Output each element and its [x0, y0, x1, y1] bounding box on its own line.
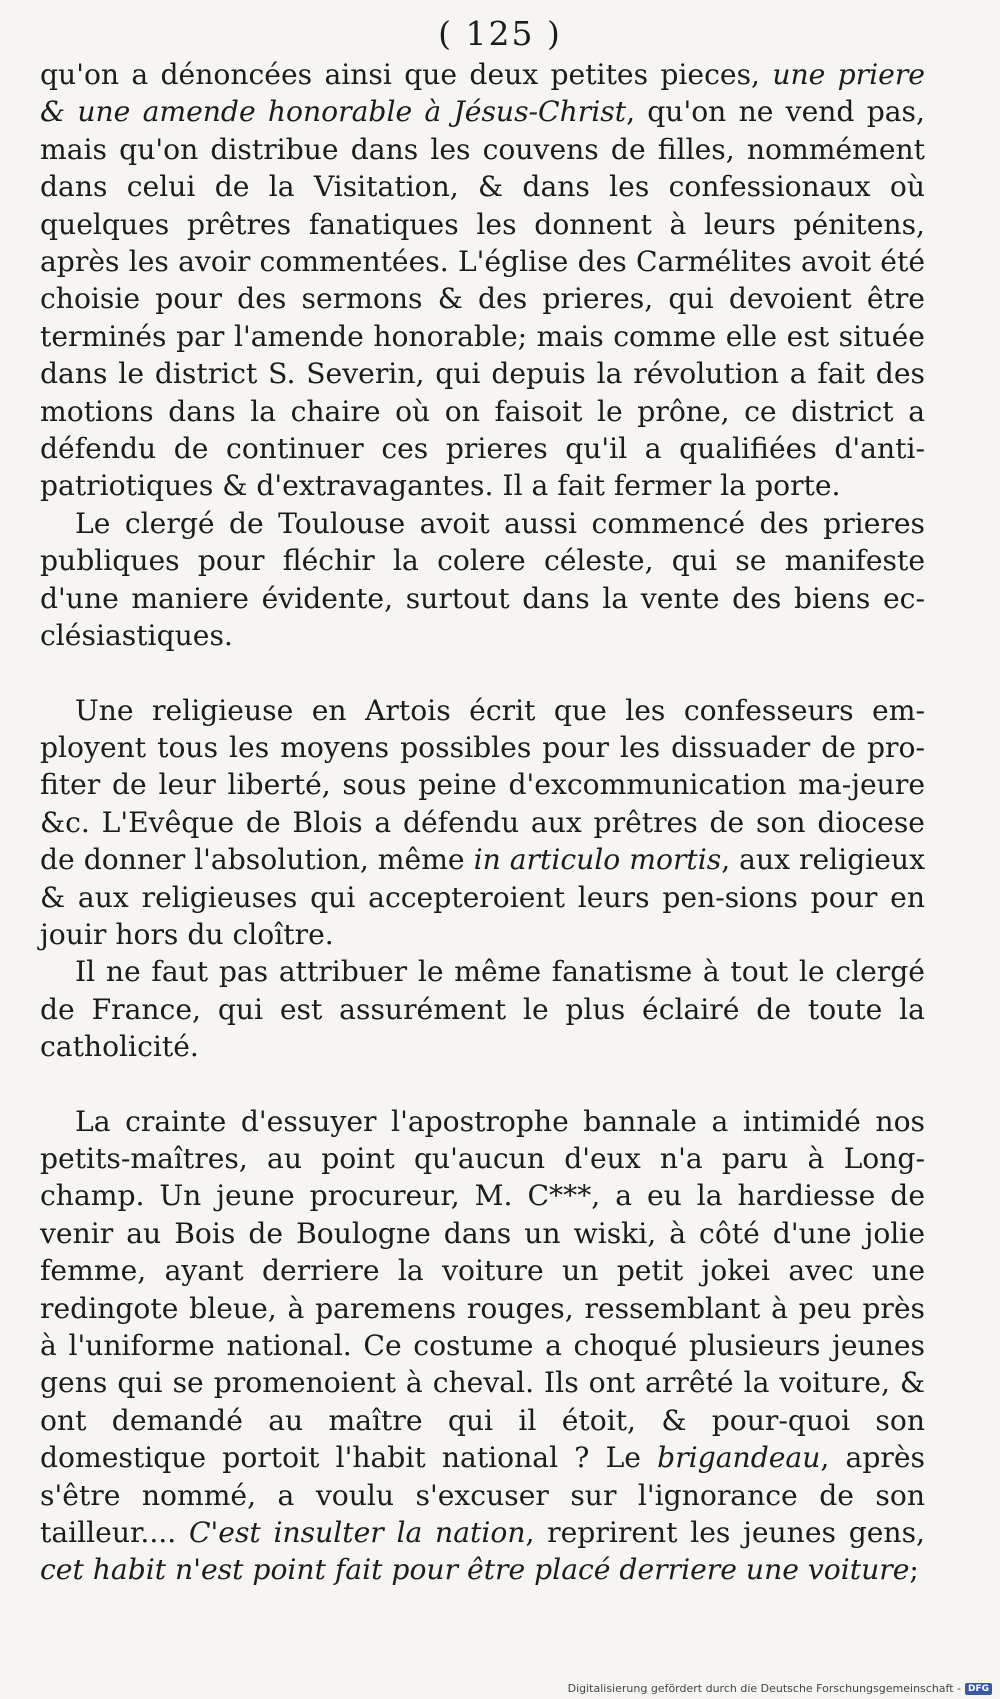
- text-run: , qu'on ne vend pas, mais qu'on distribue dans les couvens de filles, nommément dans celui de la Visitation, & dans les confessionaux où quelques prêtres fanatiques les donnent à leurs pénitens, après les avoir commentées. L'église des Carmélites avoit été choisie pour des sermons & des prieres, qui devoient être terminés par l'amende honorable; mais comme elle est située dans le district S. Severin, qui depuis la révolution a fait des motions dans la chaire où on faisoit le prône, ce district a défendu de continuer ces prieres qu'il a qualifiées d'anti-patriotiques & d'extravagantes. Il a fait fermer la porte.: [40, 95, 925, 503]
- italic-text-run: in articulo mortis: [473, 843, 722, 877]
- paragraph-1: [40, 56, 925, 505]
- page-number: ( 125 ): [438, 14, 562, 53]
- dfg-logo: DFG: [965, 1683, 992, 1695]
- paragraph-5: [40, 1103, 925, 1589]
- italic-text-run: brigandeau: [657, 1441, 821, 1475]
- text-run: qu'on a dénoncées ainsi que deux petites pieces,: [40, 58, 773, 91]
- italic-text-run: C'est insulter la nation: [188, 1516, 526, 1550]
- paragraph-4: [40, 953, 925, 1065]
- paragraph-3: [40, 692, 925, 954]
- text-run: , reprirent les jeunes gens,: [525, 1516, 925, 1550]
- text-run: Le clergé de Toulouse avoit aussi commencé des prieres publiques pour fléchir la colere céleste, qui se manifeste d'une maniere évidente, surtout dans la vente des biens ec-clésiastiques.: [40, 506, 925, 653]
- text-run: Une religieuse en Artois écrit que les confesseurs em-ployent tous les moyens possibles pour les dissuader de pro-fiter de leur liberté, sous peine d'excommunication ma-jeure &c. L'Evêque de Blois a défendu aux prêtres de son diocese de donner l'absolution, même: [40, 693, 925, 877]
- paragraph-2: [40, 505, 925, 655]
- text-run: , après s'être nommé, a voulu s'excuser sur l'ignorance de son tailleur....: [40, 1441, 925, 1550]
- paragraph-gap: [40, 655, 925, 692]
- text-run: Il ne faut pas attribuer le même fanatisme à tout le clergé de France, qui est assurément le plus éclairé de toute la catholicité.: [40, 955, 925, 1064]
- paragraph-gap: [40, 1066, 925, 1103]
- digitization-footer: [568, 1682, 992, 1695]
- italic-text-run: une priere & une amende honorable à Jésus-Christ: [40, 58, 925, 129]
- italic-text-run: cet habit n'est point fait pour être placé derriere une voiture: [40, 1553, 910, 1587]
- text-run: , aux religieux & aux religieuses qui accepteroient leurs pen-sions pour en jouir hors du cloître.: [40, 843, 925, 951]
- text-run: ;: [909, 1553, 919, 1587]
- text-run: La crainte d'essuyer l'apostrophe bannale a intimidé nos petits-maîtres, au point qu'aucun d'eux n'a paru à Long-champ. Un jeune procureur, M. C***, a eu la hardiesse de venir au Bois de Boulogne dans un wiski, à côté d'une jolie femme, ayant derriere la voiture un petit jokei avec une redingote bleue, à paremens rouges, ressemblant à peu près à l'uniforme national. Ce costume a choqué plusieurs jeunes gens qui se promenoient à cheval. Ils ont arrêté la voiture, & ont demandé au maître qui il étoit, & pour-quoi son domestique portoit l'habit national ? Le: [40, 1104, 925, 1475]
- body-text: [40, 56, 925, 1589]
- footer-text: Digitalisierung gefördert durch die Deutsche Forschungsgemeinschaft -: [567, 1682, 961, 1695]
